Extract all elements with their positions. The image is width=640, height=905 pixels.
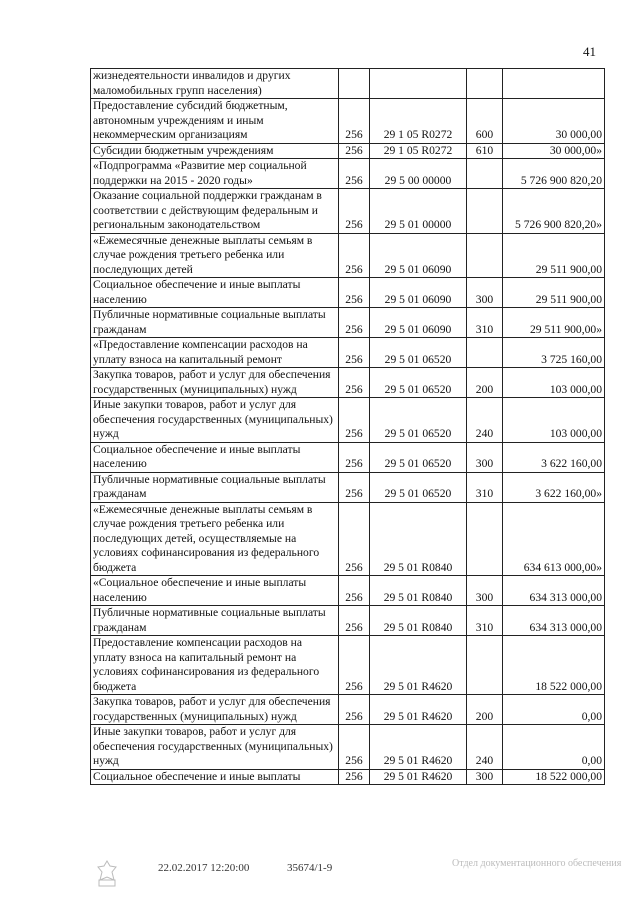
cell-name: «Подпрограмма «Развитие мер социальной поддержки на 2015 - 2020 годы» — [91, 159, 339, 189]
cell-org-code: 256 — [339, 398, 370, 443]
table-row — [91, 99, 605, 144]
table-row — [91, 338, 605, 368]
cell-name: Оказание социальной поддержки гражданам в соответствии с действующим федеральным и региональным законодательством — [91, 189, 339, 234]
cell-amount — [503, 69, 605, 99]
cell-expense-type: 200 — [467, 368, 503, 398]
cell-expense-type — [467, 189, 503, 234]
cell-org-code: 256 — [339, 606, 370, 636]
cell-org-code: 256 — [339, 189, 370, 234]
cell-org-code: 256 — [339, 636, 370, 695]
cell-name: Публичные нормативные социальные выплаты гражданам — [91, 472, 339, 502]
cell-expense-type: 240 — [467, 398, 503, 443]
cell-name: Социальное обеспечение и иные выплаты — [91, 769, 339, 785]
cell-expense-type: 310 — [467, 472, 503, 502]
table-row — [91, 725, 605, 770]
cell-name: Публичные нормативные социальные выплаты гражданам — [91, 606, 339, 636]
table-row — [91, 472, 605, 502]
cell-org-code: 256 — [339, 338, 370, 368]
cell-expense-type: 200 — [467, 695, 503, 725]
cell-expense-type — [467, 338, 503, 368]
cell-amount: 0,00 — [503, 725, 605, 770]
cell-expense-type — [467, 69, 503, 99]
footer-stamp: Отдел документационного обеспечения — [452, 858, 622, 869]
table-row — [91, 695, 605, 725]
cell-org-code: 256 — [339, 502, 370, 576]
cell-org-code: 256 — [339, 308, 370, 338]
cell-target-code: 29 1 05 R0272 — [370, 143, 467, 159]
cell-target-code: 29 5 00 00000 — [370, 159, 467, 189]
cell-amount: 634 313 000,00 — [503, 576, 605, 606]
cell-amount: 30 000,00 — [503, 99, 605, 144]
cell-name: Публичные нормативные социальные выплаты гражданам — [91, 308, 339, 338]
cell-amount: 18 522 000,00 — [503, 636, 605, 695]
table-row — [91, 69, 605, 99]
cell-target-code: 29 5 01 R0840 — [370, 502, 467, 576]
table-row — [91, 398, 605, 443]
table-row — [91, 159, 605, 189]
cell-org-code: 256 — [339, 159, 370, 189]
cell-name: «Ежемесячные денежные выплаты семьям в случае рождения третьего ребенка или последующих детей — [91, 233, 339, 278]
table-row — [91, 442, 605, 472]
cell-name: Социальное обеспечение и иные выплаты населению — [91, 442, 339, 472]
cell-expense-type: 240 — [467, 725, 503, 770]
cell-name: жизнедеятельности инвалидов и других маломобильных групп населения) — [91, 69, 339, 99]
cell-target-code: 29 5 01 R4620 — [370, 769, 467, 785]
table-row — [91, 233, 605, 278]
cell-org-code: 256 — [339, 442, 370, 472]
cell-amount: 5 726 900 820,20» — [503, 189, 605, 234]
cell-amount: 5 726 900 820,20 — [503, 159, 605, 189]
table-row — [91, 636, 605, 695]
cell-target-code: 29 5 01 R0840 — [370, 576, 467, 606]
footer-date: 22.02.2017 12:20:00 — [158, 862, 250, 874]
cell-expense-type: 610 — [467, 143, 503, 159]
cell-expense-type: 310 — [467, 606, 503, 636]
table-row — [91, 576, 605, 606]
cell-org-code: 256 — [339, 472, 370, 502]
cell-amount: 3 622 160,00» — [503, 472, 605, 502]
table-row — [91, 606, 605, 636]
cell-target-code: 29 1 05 R0272 — [370, 99, 467, 144]
cell-amount: 30 000,00» — [503, 143, 605, 159]
cell-amount: 103 000,00 — [503, 398, 605, 443]
cell-target-code — [370, 69, 467, 99]
table-row — [91, 769, 605, 785]
cell-name: «Социальное обеспечение и иные выплаты населению — [91, 576, 339, 606]
cell-expense-type — [467, 502, 503, 576]
cell-expense-type: 300 — [467, 442, 503, 472]
cell-expense-type: 310 — [467, 308, 503, 338]
cell-org-code: 256 — [339, 99, 370, 144]
cell-name: Закупка товаров, работ и услуг для обеспечения государственных (муниципальных) нужд — [91, 368, 339, 398]
cell-name: Субсидии бюджетным учреждениям — [91, 143, 339, 159]
cell-amount: 634 313 000,00 — [503, 606, 605, 636]
cell-target-code: 29 5 01 R0840 — [370, 606, 467, 636]
cell-amount: 634 613 000,00» — [503, 502, 605, 576]
table-row — [91, 308, 605, 338]
cell-expense-type: 300 — [467, 278, 503, 308]
footer-document-code: 35674/1-9 — [287, 862, 333, 874]
cell-org-code: 256 — [339, 695, 370, 725]
cell-name: Предоставление субсидий бюджетным, автономным учреждениям и иным некоммерческим организациям — [91, 99, 339, 144]
cell-amount: 3 622 160,00 — [503, 442, 605, 472]
cell-org-code: 256 — [339, 368, 370, 398]
table-row — [91, 189, 605, 234]
cell-amount: 3 725 160,00 — [503, 338, 605, 368]
cell-name: Иные закупки товаров, работ и услуг для обеспечения государственных (муниципальных) нужд — [91, 398, 339, 443]
cell-org-code — [339, 69, 370, 99]
cell-target-code: 29 5 01 R4620 — [370, 725, 467, 770]
table-row — [91, 278, 605, 308]
cell-amount: 103 000,00 — [503, 368, 605, 398]
cell-target-code: 29 5 01 06090 — [370, 233, 467, 278]
page-number: 41 — [583, 44, 596, 59]
cell-expense-type: 600 — [467, 99, 503, 144]
cell-expense-type — [467, 159, 503, 189]
cell-name: «Ежемесячные денежные выплаты семьям в случае рождения третьего ребенка или последующих детей, осуществляемые на условиях софинансирования из федерального бюджета — [91, 502, 339, 576]
cell-target-code: 29 5 01 06520 — [370, 472, 467, 502]
cell-amount: 18 522 000,00 — [503, 769, 605, 785]
cell-target-code: 29 5 01 06520 — [370, 338, 467, 368]
cell-org-code: 256 — [339, 143, 370, 159]
cell-name: Социальное обеспечение и иные выплаты населению — [91, 278, 339, 308]
cell-target-code: 29 5 01 06520 — [370, 442, 467, 472]
cell-amount: 0,00 — [503, 695, 605, 725]
cell-expense-type — [467, 233, 503, 278]
cell-org-code: 256 — [339, 278, 370, 308]
table-row — [91, 502, 605, 576]
cell-org-code: 256 — [339, 233, 370, 278]
table-row — [91, 368, 605, 398]
cell-amount: 29 511 900,00 — [503, 233, 605, 278]
cell-org-code: 256 — [339, 769, 370, 785]
cell-expense-type: 300 — [467, 769, 503, 785]
cell-target-code: 29 5 01 06090 — [370, 308, 467, 338]
cell-name: «Предоставление компенсации расходов на уплату взноса на капитальный ремонт — [91, 338, 339, 368]
cell-org-code: 256 — [339, 725, 370, 770]
cell-target-code: 29 5 01 06520 — [370, 368, 467, 398]
cell-expense-type — [467, 636, 503, 695]
budget-table — [90, 68, 605, 785]
cell-target-code: 29 5 01 R4620 — [370, 695, 467, 725]
cell-expense-type: 300 — [467, 576, 503, 606]
seal-icon — [92, 858, 122, 888]
cell-name: Иные закупки товаров, работ и услуг для обеспечения государственных (муниципальных) нужд — [91, 725, 339, 770]
cell-org-code: 256 — [339, 576, 370, 606]
cell-target-code: 29 5 01 06520 — [370, 398, 467, 443]
cell-name: Предоставление компенсации расходов на уплату взноса на капитальный ремонт на условиях софинансирования из федерального бюджета — [91, 636, 339, 695]
page-footer — [0, 858, 640, 898]
cell-target-code: 29 5 01 06090 — [370, 278, 467, 308]
cell-target-code: 29 5 01 00000 — [370, 189, 467, 234]
cell-amount: 29 511 900,00 — [503, 278, 605, 308]
cell-amount: 29 511 900,00» — [503, 308, 605, 338]
table-row — [91, 143, 605, 159]
cell-target-code: 29 5 01 R4620 — [370, 636, 467, 695]
cell-name: Закупка товаров, работ и услуг для обеспечения государственных (муниципальных) нужд — [91, 695, 339, 725]
